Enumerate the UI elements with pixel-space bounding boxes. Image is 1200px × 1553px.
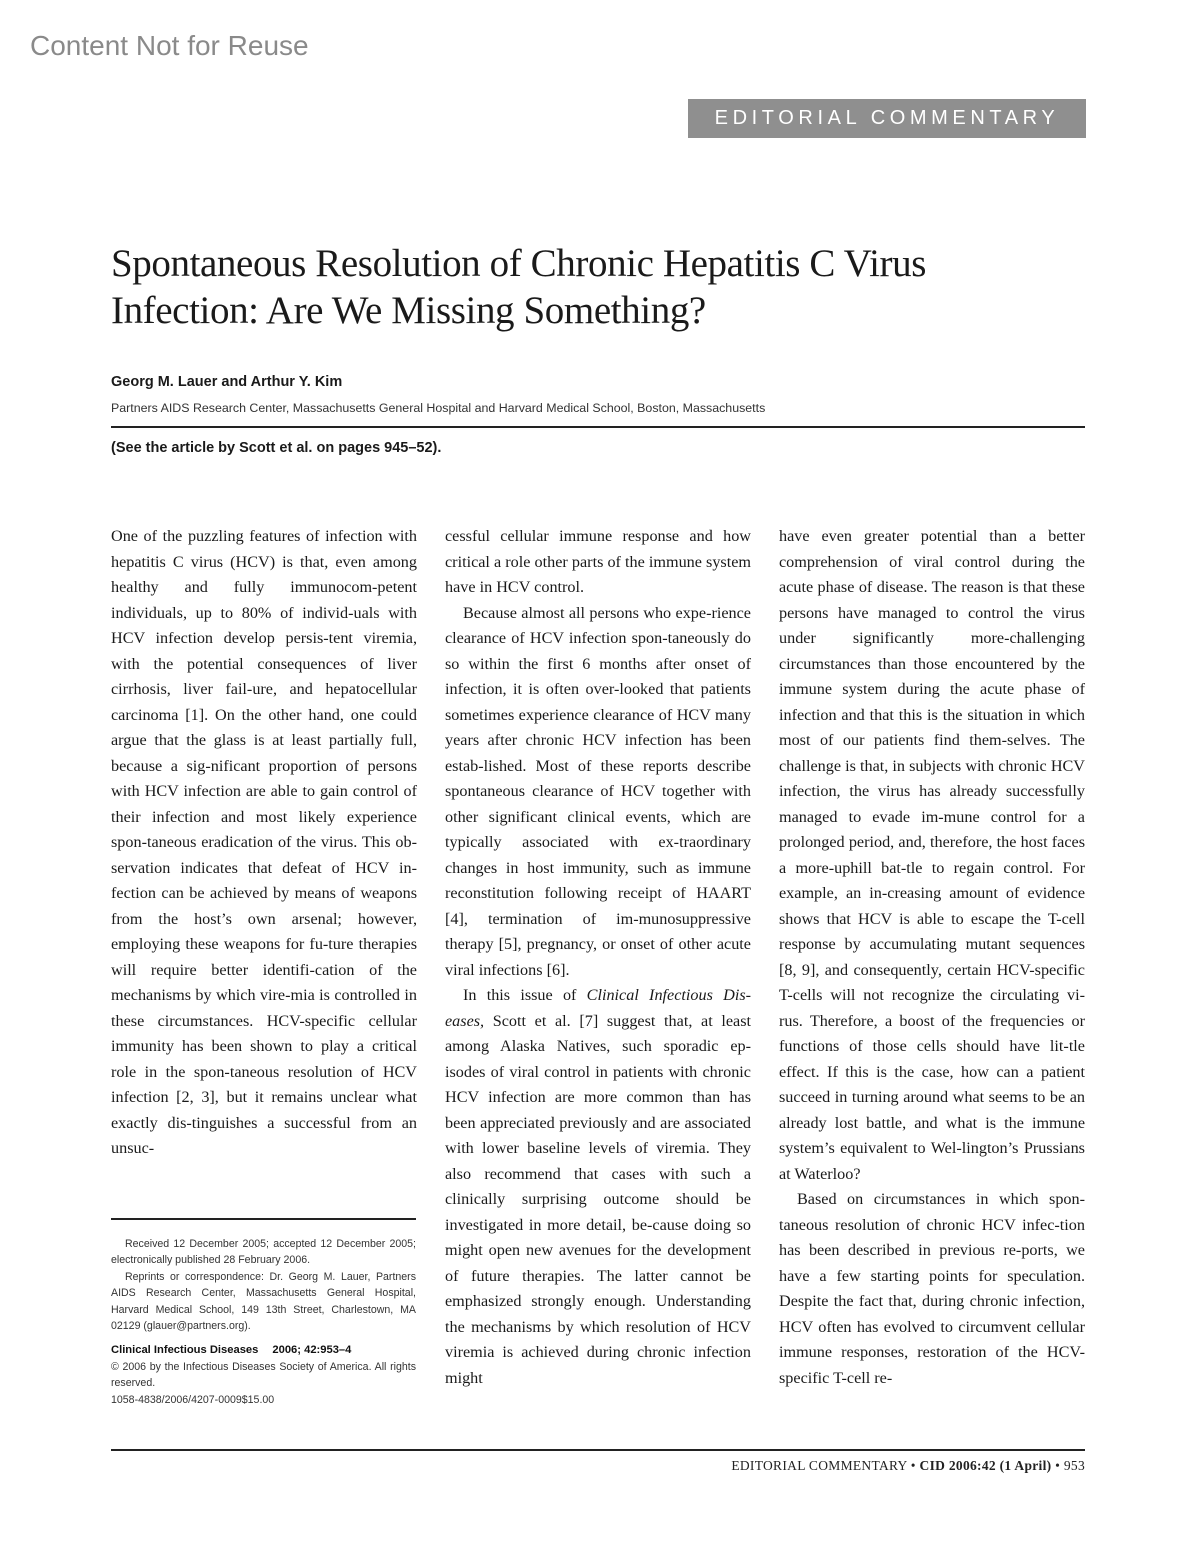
text-run: Scott et al. [7] suggest that, at least among Alaska Natives, such sporadic ep-isodes of viral control in patients with chronic HCV infection are more common than has been appreciated previously and are associated with lower baseline levels of viremia. They also recommend that cases with such a clinically surprising outcome should be investigated in more detail, be-cause doing so might open new avenues for the development of future therapies. The latter cannot be emphasized strongly enough. Understanding the mechanisms by which resolution of HCV viremia is achieved during chronic infection might xyxy=(445,1011,751,1387)
footer-journal: CID 2006:42 (1 April) xyxy=(919,1458,1052,1473)
footer-section: EDITORIAL COMMENTARY xyxy=(731,1458,908,1473)
column-3 xyxy=(779,524,1085,1391)
copyright-note: © 2006 by the Infectious Diseases Society of America. All rights reserved. xyxy=(111,1360,416,1390)
paragraph xyxy=(445,983,751,1391)
authors: Georg M. Lauer and Arthur Y. Kim xyxy=(111,374,343,390)
footer-separator: • xyxy=(910,1458,916,1473)
article-title xyxy=(111,240,1091,334)
footnote-rule xyxy=(111,1218,416,1220)
header-rule xyxy=(111,426,1085,428)
footer-rule xyxy=(111,1449,1085,1451)
title-line-1: Spontaneous Resolution of Chronic Hepatitis C Virus xyxy=(111,242,926,285)
paragraph: One of the puzzling features of infection with hepatitis C virus (HCV) is that, even among healthy and fully immunocom-petent individuals, up to 80% of individ-uals with HCV infection develop persis-tent viremia, with the potential consequences of liver cirrhosis, liver fail-ure, and hepatocellular carcinoma [1]. On the other hand, one could argue that the glass is at least partially full, because a sig-nificant proportion of persons with HCV infection are able to gain control of their infection and most likely experience spon-taneous eradication of the virus. This ob-servation indicates that defeat of HCV in-fection can be achieved by means of weapons from the host’s own arsenal; however, employing these weapons for fu-ture therapies will require better identifi-cation of the mechanisms by which vire-mia is controlled in these circumstances. HCV-specific cellular immunity has been shown to play a critical role in the spon-taneous resolution of HCV infection [2, 3], but it remains unclear what exactly dis-tinguishes a successful from an unsuc- xyxy=(111,527,417,1157)
journal-name: Clinical Infectious Diseases xyxy=(111,1344,259,1357)
page-number: 953 xyxy=(1063,1458,1085,1473)
title-line-2: Infection: Are We Missing Something? xyxy=(111,289,706,332)
text-run: In this issue of xyxy=(463,986,587,1004)
running-footer xyxy=(731,1458,1085,1474)
section-banner: EDITORIAL COMMENTARY xyxy=(688,99,1086,138)
paragraph: Because almost all persons who expe-rience clearance of HCV infection spon-taneously do so within the first 6 months after onset of infection, it is often over-looked that patients sometimes experience clearance of HCV many years after chronic HCV infection has been estab-lished. Most of these reports describe spontaneous clearance of HCV together with other significant clinical events, which are typically associated with ex-traordinary changes in host immunity, such as immune reconstitution following receipt of HAART [4], termination of im-munosuppressive therapy [5], pregnancy, or onset of other acute viral infections [6]. xyxy=(445,603,751,979)
footer-separator: • xyxy=(1055,1458,1061,1473)
see-also-link[interactable]: (See the article by Scott et al. on pages 945–52). xyxy=(111,440,442,456)
footnotes xyxy=(111,1236,416,1408)
journal-name-italic: Clinical Infectious Dis-eases, xyxy=(445,986,752,1030)
column-2 xyxy=(445,524,751,1391)
received-note: Received 12 December 2005; accepted 12 December 2005; electronically published 28 February 2006. xyxy=(111,1238,416,1267)
paragraph: have even greater potential than a better comprehension of viral control during the acute phase of disease. The reason is that these persons have managed to control the virus under significantly more-challenging circumstances than those encountered by the immune system during the acute phase of infection and that this is the situation in which most of our patients find them-selves. The challenge is that, in subjects with chronic HCV infection, the virus has already successfully managed to evade im-mune control for a prolonged period, and, therefore, the host faces a more-uphill bat-tle to regain control. For example, an in-creasing amount of evidence shows that HCV is able to escape the T-cell response by accumulating mutant sequences [8, 9], and consequently, certain HCV-specific T-cells will not recognize the circulating vi-rus. Therefore, a boost of the frequencies or functions of those cells should have lit-tle effect. If this is the case, how can a patient succeed in turning around what seems to be an already lost battle, and what is the immune system’s equivalent to Wel-lington’s Prussians at Waterloo? xyxy=(779,527,1085,1183)
paragraph: cessful cellular immune response and how critical a role other parts of the immune system have in HCV control. xyxy=(445,527,751,596)
article-code: 1058-4838/2006/4207-0009$15.00 xyxy=(111,1393,275,1406)
journal-citation xyxy=(111,1342,416,1358)
watermark: Content Not for Reuse xyxy=(30,30,309,61)
affiliation: Partners AIDS Research Center, Massachusetts General Hospital and Harvard Medical School, Boston, Massachusetts xyxy=(111,401,766,415)
column-1 xyxy=(111,524,417,1162)
paragraph: Based on circumstances in which spon-taneous resolution of chronic HCV infec-tion has been described in previous re-ports, we have a few starting points for speculation. Despite the fact that, during chronic infection, HCV often has evolved to circumvent cellular immune responses, restoration of the HCV-specific T-cell re- xyxy=(779,1190,1085,1387)
journal-volume: 2006; 42:953–4 xyxy=(272,1344,352,1357)
reprints-note: Reprints or correspondence: Dr. Georg M. Lauer, Partners AIDS Research Center, Massachusetts General Hospital, Harvard Medical School, 149 13th Street, Charlestown, MA 02129 (glauer@partners.org). xyxy=(111,1270,416,1333)
